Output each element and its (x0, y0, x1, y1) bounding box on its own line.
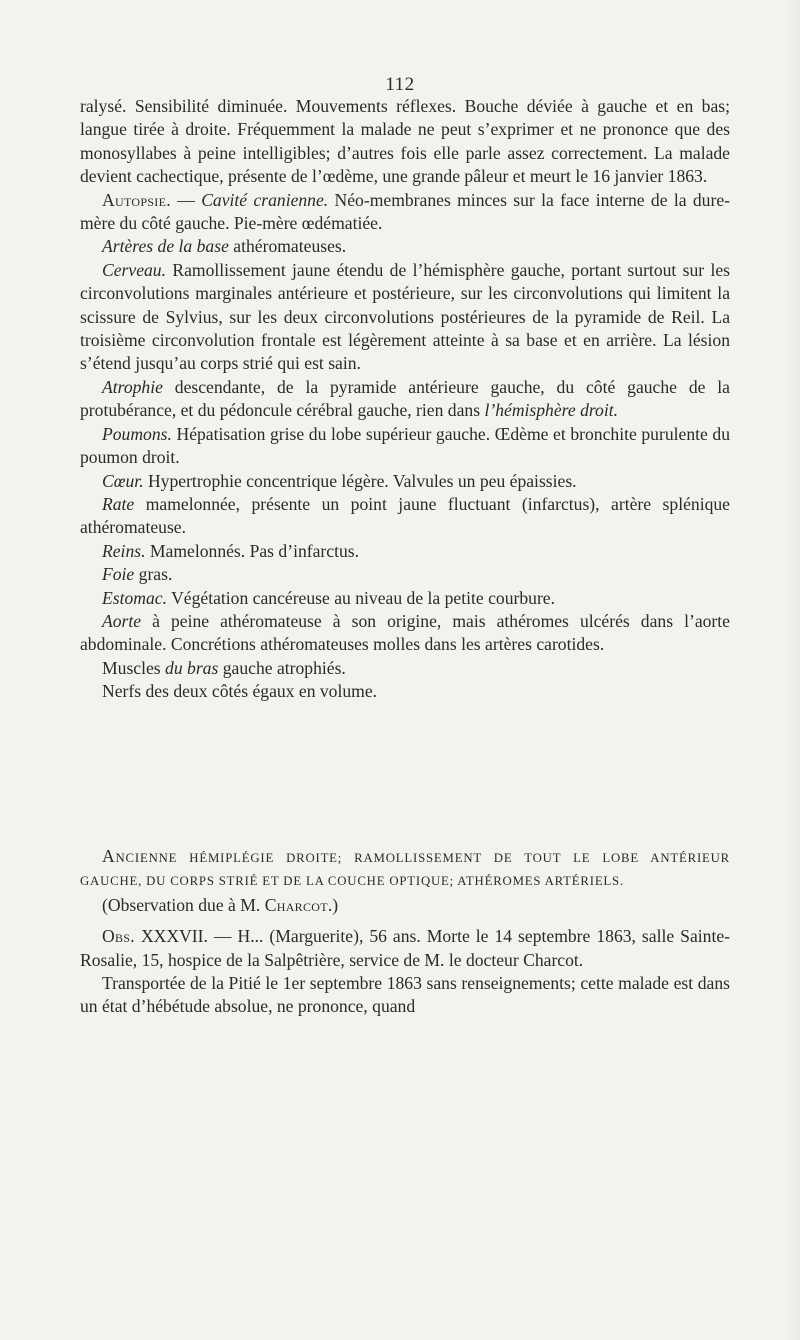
foie-title: Foie (102, 564, 135, 585)
coeur-text: Hypertrophie concentrique légère. Valvules un peu épaissies. (143, 470, 577, 491)
page-number: 112 (385, 74, 415, 95)
autopsie-dash: — (170, 189, 202, 210)
paragraph-continuation: ralysé. Sensibilité diminuée. Mouvements réflexes. Bouche déviée à gauche et en bas; langue tirée à droite. Fréquemment la malade ne peut s’exprimer et ne prononce que des monosyllabes à peine intelligibles; d’autres fois elle parle assez correctement. La malade devient cachectique, présente de l’œdème, une grande pâleur et meurt le 16 janvier 1863. (80, 96, 730, 187)
autopsie-label: Autopsie. (102, 189, 171, 210)
paragraph-aorte (80, 610, 730, 657)
muscles-lead: Muscles (102, 657, 166, 678)
aorte-text: à peine athéromateuse à son origine, mais athéromes ulcérés dans l’aorte abdominale. Concrétions athéromateuses molles dans les artères carotides. (80, 610, 730, 655)
arteres-title: Artères de la base (102, 236, 229, 257)
paragraph-coeur (80, 470, 730, 493)
coeur-title: Cœur. (102, 470, 144, 491)
poumons-text: Hépatisation grise du lobe supérieur gauche. Œdème et bronchite purulente du poumon droit. (80, 423, 730, 468)
section-heading-text: NCIENNE HÉMIPLÉGIE DROITE; RAMOLLISSEMENT DE TOUT LE LOBE ANTÉRIEUR GAUCHE, DU CORPS STRIÉ ET DE LA COUCHE OPTIQUE; ATHÉROMES ARTÉRIELS. (80, 851, 730, 889)
reins-text: Mamelonnés. Pas d’infarctus. (145, 540, 360, 561)
autopsie-title: Cavité cranienne. (201, 189, 329, 210)
estomac-text: Végétation cancéreuse au niveau de la petite courbure. (167, 587, 556, 608)
paragraph-atrophie (80, 376, 730, 423)
observation-header (80, 925, 730, 972)
paragraph-muscles (80, 657, 730, 680)
cerveau-text: Ramollissement jaune étendu de l’hémisphère gauche, portant surtout sur les circonvolutions marginales antérieure et postérieure, sur les circonvolutions qui limitent la scissure de Sylvius, sur les deux circonvolutions postérieures de la pyramide de Reil. La troisième circonvolution frontale est légèrement atteinte à sa base et en arrière. La lésion s’étend jusqu’au corps strié qui est sain. (80, 259, 730, 374)
paragraph-arteres (80, 235, 730, 258)
section-attribution (80, 894, 730, 917)
reins-title: Reins. (102, 540, 146, 561)
paragraph-foie (80, 563, 730, 586)
poumons-title: Poumons. (102, 423, 172, 444)
paragraph-rate (80, 493, 730, 540)
page-edge-shadow (786, 0, 800, 1340)
muscles-text: gauche atrophiés. (218, 657, 346, 678)
paragraph-nerfs: Nerfs des deux côtés égaux en volume. (102, 681, 378, 702)
foie-text: gras. (134, 564, 173, 585)
attribution-name: Charcot (264, 894, 328, 915)
paragraph-autopsie (80, 189, 730, 236)
main-text (80, 95, 730, 704)
rate-title: Rate (102, 493, 135, 514)
paragraph-cerveau (80, 259, 730, 376)
paragraph-poumons (80, 423, 730, 470)
atrophie-title: Atrophie (102, 376, 163, 397)
observation-section (80, 845, 730, 1019)
obs-text: XXXVII. — H... (Marguerite), 56 ans. Morte le 14 septembre 1863, salle Sainte-Rosalie, 15, hospice de la Salpêtrière, service de M. le docteur Charcot. (80, 926, 730, 970)
arteres-text: athéromateuses. (228, 236, 347, 257)
observation-paragraph: Transportée de la Pitié le 1er septembre 1863 sans renseignements; cette malade est dans un état d’hébétude absolue, ne prononce, quand (80, 973, 730, 1017)
atrophie-text: descendante, de la pyramide antérieure gauche, du côté gauche de la protubérance, et du pédoncule cérébral gauche, rien dans (80, 376, 730, 421)
section-heading (80, 845, 730, 894)
section-heading-initial: A (102, 846, 116, 866)
paragraph-estomac (80, 587, 730, 610)
muscles-title: du bras (165, 657, 219, 678)
paragraph-reins (80, 540, 730, 563)
aorte-title: Aorte (102, 610, 142, 631)
autopsie-text: Néo-membranes minces sur la face interne de la dure-mère du côté gauche. Pie-mère œdématiée. (80, 189, 731, 234)
atrophie-tail: l’hémisphère droit. (484, 400, 619, 421)
obs-label: Obs. (102, 926, 135, 947)
estomac-title: Estomac. (102, 587, 167, 608)
attribution-tail: .) (327, 894, 339, 915)
cerveau-title: Cerveau. (102, 259, 167, 280)
observation-block (80, 925, 730, 1019)
rate-text: mamelonnée, présente un point jaune fluctuant (infarctus), artère splénique athéromateuse. (80, 493, 730, 538)
attribution-lead: (Observation due à M. (102, 894, 265, 915)
